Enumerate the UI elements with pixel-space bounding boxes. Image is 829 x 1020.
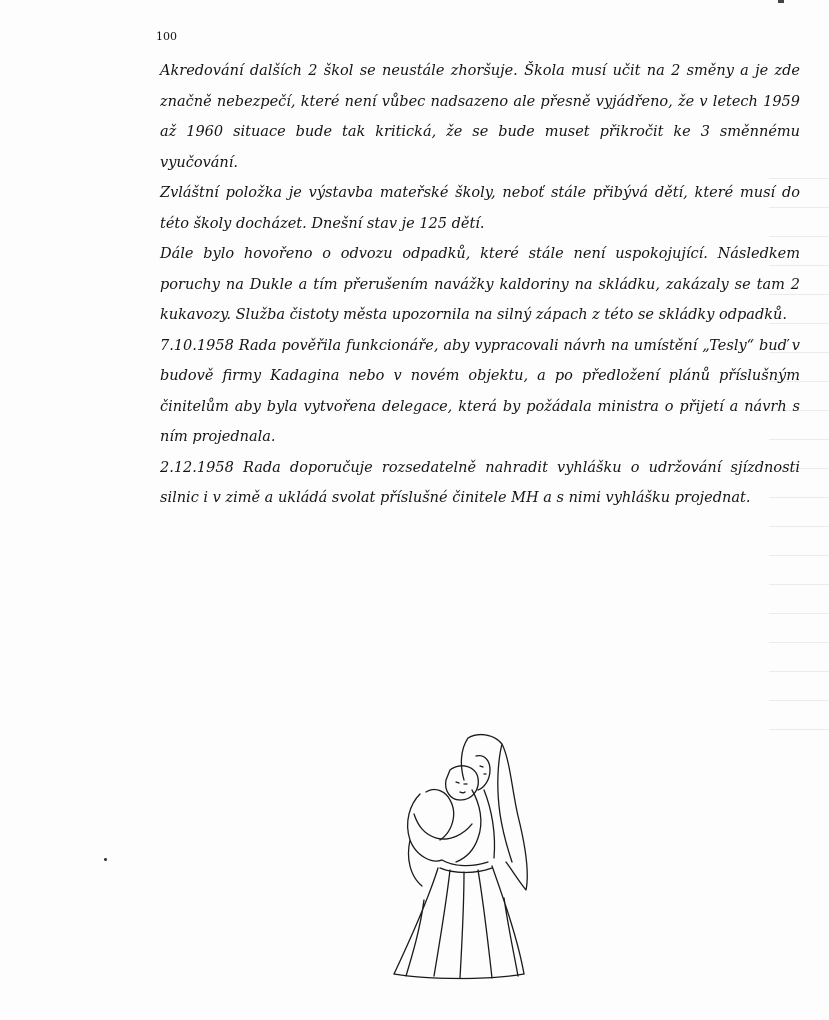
ink-dot: [104, 858, 107, 861]
paragraph-waste: Dále bylo hovořeno o odvozu odpadků, které stále není uspokojující. Následkem poruchy na Dukle a tím přerušením navážky kaldoriny na skládku, zakázaly se tam 2 kukavozy. Služba čistoty města upozornila na silný zápach z této se skládky odpadků.: [160, 246, 800, 323]
paragraph-kindergarten: Zvláštní položka je výstavba mateřské školy, neboť stále přibývá dětí, které musí do této školy docházet. Dnešní stav je 125 dětí.: [160, 185, 800, 232]
paragraph-schools: Akredování dalších 2 škol se neustále zhoršuje. Škola musí učit na 2 směny a je zde značně nebezpečí, které není vůbec nadsazeno ale přesně vyjádřeno, že v letech 1959 až 1960 situace bude tak kritická, že se bude muset přikročit ke 3 směnnému vyučování.: [160, 63, 800, 171]
handwritten-text: [160, 56, 800, 514]
corner-mark: [778, 0, 784, 3]
page-number: 100: [156, 30, 177, 43]
paragraph-roads: 2.12.1958 Rada doporučuje rozsedatelně nahradit vyhlášku o udržování sjízdnosti silnic i v zimě a ukládá svolat příslušné činitele MH a s nimi vyhlášku projednat.: [160, 459, 800, 506]
mother-and-child-drawing: [380, 730, 540, 980]
paragraph-tesla: 7.10.1958 Rada pověřila funkcionáře, aby vypracovali návrh na umístění „Tesly“ buď v budově firmy Kadagina nebo v novém objektu, a po předložení plánů příslušným činitelům aby byla vytvořena delegace, která by požádala ministra o přijetí a návrh s ním projednala.: [160, 337, 800, 445]
